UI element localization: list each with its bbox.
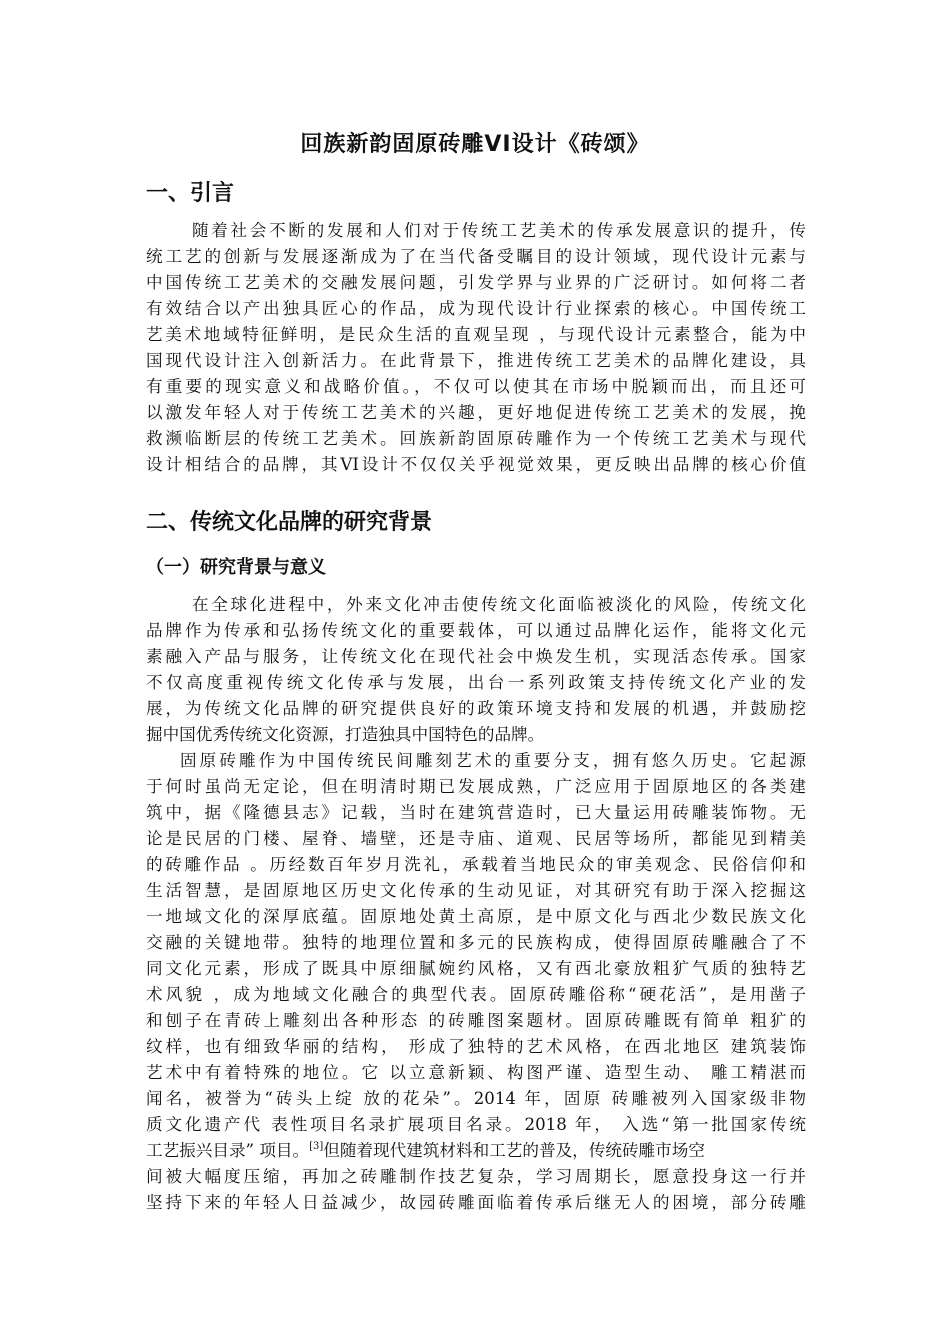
paragraph-line: 术风貌 ，成为地域文化融合的典型代表。固原砖雕俗称“硬花活”，是用凿子 — [146, 985, 806, 1004]
paragraph-line: 统工艺的创新与发展逐渐成为了在当代备受瞩目的设计领域，现代设计元素与 — [146, 247, 806, 266]
paragraph-line: 有效结合以产出独具匠心的作品，成为现代设计行业探索的核心。中国传统工 — [146, 299, 806, 318]
paragraph-line: 不仅高度重视传统文化传承与发展，出台一系列政策支持传统文化产业的发 — [146, 673, 806, 692]
paragraph-line: 质文化遗产代 表性项目名录扩展项目名录。2018 年， 入选“第一批国家传统 — [146, 1115, 806, 1134]
paragraph-line: 和刨子在青砖上雕刻出各种形态 的砖雕图案题材。固原砖雕既有简单 粗犷的 — [146, 1011, 806, 1030]
paragraph-line-start: 工艺振兴目录” 项目。 — [146, 1141, 310, 1160]
section-heading-introduction: 一、引言 — [146, 181, 235, 206]
paragraph-line: 坚持下来的年轻人日益减少，故园砖雕面临着传承后继无人的困境，部分砖雕 — [146, 1193, 806, 1212]
paragraph-line: 以激发年轻人对于传统工艺美术的兴趣，更好地促进传统工艺美术的发展，挽 — [146, 403, 806, 422]
paragraph-line: 国现代设计注入创新活力。在此背景下，推进传统工艺美术的品牌化建设，具 — [146, 351, 806, 370]
paragraph-line: 一地域文化的深厚底蕴。固原地处黄土高原，是中原文化与西北少数民族文化 — [146, 907, 806, 926]
section-heading-research-background: 二、传统文化品牌的研究背景 — [146, 510, 433, 535]
paragraph-line: 在全球化进程中，外来文化冲击使传统文化面临被淡化的风险，传统文化 — [192, 595, 806, 614]
paragraph-line: 固原砖雕作为中国传统民间雕刻艺术的重要分支，拥有悠久历史。它起源 — [180, 751, 806, 770]
paragraph-line: 素融入产品与服务，让传统文化在现代社会中焕发生机，实现活态传承。国家 — [146, 647, 806, 666]
paragraph-line: 品牌作为传承和弘扬传统文化的重要载体，可以通过品牌化运作，能将文化元 — [146, 621, 806, 640]
paragraph-line: 同文化元素，形成了既具中原细腻婉约风格，又有西北豪放粗犷气质的独特艺 — [146, 959, 806, 978]
paragraph-line: 设计相结合的品牌，其VI设计不仅仅关乎视觉效果，更反映出品牌的核心价值 — [146, 455, 806, 474]
subsection-heading: （一）研究背景与意义 — [146, 557, 326, 578]
paragraph-line: 闻名，被誉为“砖头上绽 放的花朵”。2014 年，固原 砖雕被列入国家级非物 — [146, 1089, 806, 1108]
paragraph-line: 筑中，据《隆德县志》记载，当时在建筑营造时，已大量运用砖雕装饰物。无 — [146, 803, 806, 822]
paragraph-line: 论是民居的门楼、屋脊、墙壁，还是寺庙、道观、民居等场所，都能见到精美 — [146, 829, 806, 848]
paragraph-line: 有重要的现实意义和战略价值。，不仅可以使其在市场中脱颖而出，而且还可 — [146, 377, 806, 396]
paragraph-line: 随着社会不断的发展和人们对于传统工艺美术的传承发展意识的提升，传 — [192, 221, 806, 240]
paragraph-line: 中国传统工艺美术的交融发展问题，引发学界与业界的广泛研讨。如何将二者 — [146, 273, 806, 292]
paragraph-line: 展，为传统文化品牌的研究提供良好的政策环境支持和发展的机遇，并鼓励挖 — [146, 699, 806, 718]
paragraph-line: 间被大幅度压缩，再加之砖雕制作技艺复杂，学习周期长，愿意投身这一行并 — [146, 1167, 806, 1186]
paragraph-line: 交融的关键地带。独特的地理位置和多元的民族构成，使得固原砖雕融合了不 — [146, 933, 806, 952]
citation-marker: [3] — [309, 1141, 324, 1152]
document-title: 回族新韵固原砖雕VI设计《砖颂》 — [300, 132, 650, 157]
paragraph-line: 救濒临断层的传统工艺美术。回族新韵固原砖雕作为一个传统工艺美术与现代 — [146, 429, 806, 448]
paragraph-line-rest: 但随着现代建筑材料和工艺的普及，传统砖雕市场空 — [323, 1141, 705, 1160]
paragraph-line: 艺术中有着特殊的地位。它 以立意新颖、构图严谨、造型生动、 雕工精湛而 — [146, 1063, 806, 1082]
paragraph-line: 的砖雕作品 。历经数百年岁月洗礼，承载着当地民众的审美观念、民俗信仰和 — [146, 855, 806, 874]
paragraph-line: 纹样，也有细致华丽的结构， 形成了独特的艺术风格，在西北地区 建筑装饰 — [146, 1037, 806, 1056]
paragraph-line: 生活智慧，是固原地区历史文化传承的生动见证，对其研究有助于深入挖掘这 — [146, 881, 806, 900]
paragraph-line-with-citation — [146, 1138, 806, 1164]
paragraph-line: 于何时虽尚无定论，但在明清时期已发展成熟，广泛应用于固原地区的各类建 — [146, 777, 806, 796]
paragraph-line: 艺美术地域特征鲜明，是民众生活的直观呈现 ，与现代设计元素整合，能为中 — [146, 325, 806, 344]
paragraph-line: 掘中国优秀传统文化资源，打造独具中国特色的品牌。 — [146, 725, 545, 744]
